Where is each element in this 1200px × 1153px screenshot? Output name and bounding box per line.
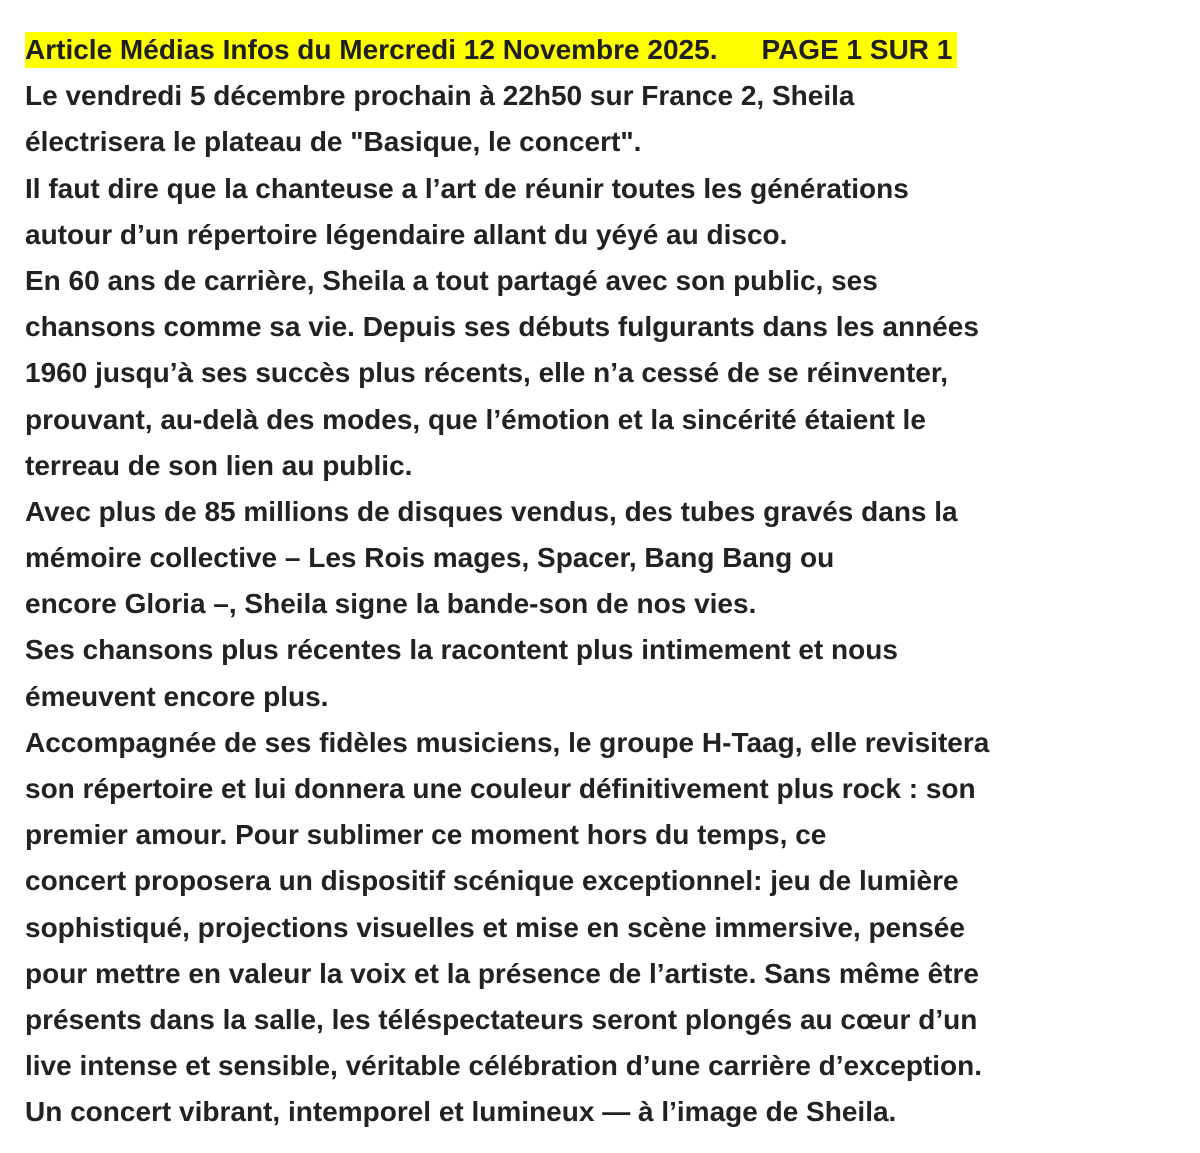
text-line: premier amour. Pour sublimer ce moment hors du temps, ce <box>25 819 827 851</box>
text-line: Un concert vibrant, intemporel et lumineux — à l’image de Sheila. <box>25 1096 897 1128</box>
paragraph-generations <box>25 166 1190 258</box>
text-line: Accompagnée de ses fidèles musiciens, le groupe H-Taag, elle revisitera <box>25 726 990 758</box>
text-line: autour d’un répertoire légendaire allant du yéyé au disco. <box>25 218 788 250</box>
text-line: concert proposera un dispositif scénique exceptionnel: jeu de lumière <box>25 865 959 897</box>
text-line: 1960 jusqu’à ses succès plus récents, elle n’a cessé de se réinventer, <box>25 357 948 389</box>
text-line: présents dans la salle, les téléspectateurs seront plongés au cœur d’un <box>25 1003 978 1035</box>
text-line: terreau de son lien au public. <box>25 449 413 481</box>
paragraph-sales <box>25 489 1190 628</box>
header-page-label: PAGE 1 SUR 1 <box>761 34 953 65</box>
text-line: sophistiqué, projections visuelles et mise en scène immersive, pensée <box>25 911 965 943</box>
paragraph-recent-songs <box>25 627 1190 719</box>
text-line: pour mettre en valeur la voix et la présence de l’artiste. Sans même être <box>25 957 979 989</box>
text-line: encore Gloria –, Sheila signe la bande-son de nos vies. <box>25 588 757 620</box>
paragraph-career <box>25 258 1190 489</box>
article-document <box>25 27 1190 1136</box>
paragraph-concert <box>25 720 1190 1136</box>
header-date-line: Article Médias Infos du Mercredi 12 Novembre 2025. <box>25 34 718 65</box>
header-highlight <box>25 32 957 68</box>
text-line: électrisera le plateau de "Basique, le concert". <box>25 126 642 158</box>
text-line: live intense et sensible, véritable célébration d’une carrière d’exception. <box>25 1050 983 1082</box>
text-line: son répertoire et lui donnera une couleur définitivement plus rock : son <box>25 773 976 804</box>
text-line: Ses chansons plus récentes la racontent plus intimement et nous <box>25 634 898 666</box>
text-line: mémoire collective – Les Rois mages, Spacer, Bang Bang ou <box>25 542 835 574</box>
text-line: émeuvent encore plus. <box>25 680 329 712</box>
text-line: Avec plus de 85 millions de disques vendus, des tubes gravés dans la <box>25 495 958 527</box>
text-line: chansons comme sa vie. Depuis ses débuts fulgurants dans les années <box>25 311 979 343</box>
paragraph-broadcast <box>25 73 1190 165</box>
text-line: prouvant, au-delà des modes, que l’émotion et la sincérité étaient le <box>25 403 926 435</box>
text-line: En 60 ans de carrière, Sheila a tout partagé avec son public, ses <box>25 264 878 296</box>
text-line: Il faut dire que la chanteuse a l’art de réunir toutes les générations <box>25 172 909 204</box>
text-line: Le vendredi 5 décembre prochain à 22h50 sur France 2, Sheila <box>25 80 855 112</box>
article-header <box>25 27 1190 73</box>
